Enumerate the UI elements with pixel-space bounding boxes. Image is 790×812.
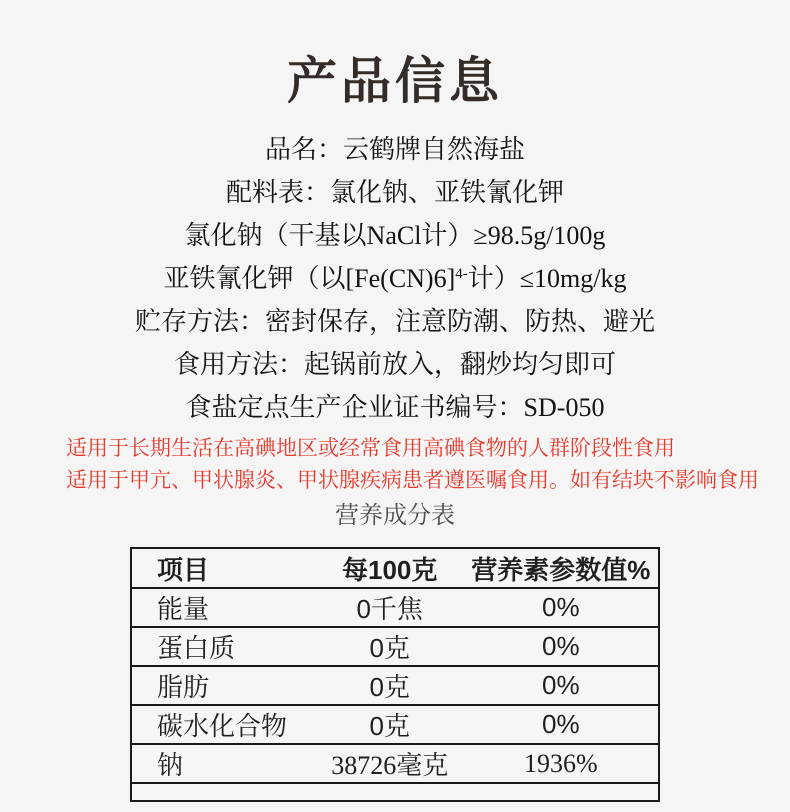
row-per100g-value: 38726毫克 bbox=[331, 751, 449, 780]
row-nrv-value: 0% bbox=[542, 631, 580, 661]
table-row-protein bbox=[131, 627, 659, 666]
iodine-notice-line-1: 适用于长期生活在高碘地区或经常食用高碘食物的人群阶段性食用 bbox=[66, 436, 675, 460]
storage-method-line: 贮存方法：密封保存，注意防潮、防热、避光 bbox=[134, 307, 655, 336]
row-label: 蛋白质 bbox=[157, 633, 236, 663]
nutrition-header-row bbox=[131, 548, 659, 588]
nacl-spec-line: 氯化钠（干基以NaCl计）≥98.5g/100g bbox=[184, 221, 606, 250]
row-label: 能量 bbox=[157, 594, 210, 624]
row-label: 碳水化合物 bbox=[157, 711, 288, 741]
row-label: 脂肪 bbox=[157, 672, 210, 702]
page-title: 产品信息 bbox=[287, 53, 503, 109]
column-header-item: 项目 bbox=[157, 554, 210, 585]
certificate-number-line: 食盐定点生产企业证书编号：SD-050 bbox=[185, 393, 605, 422]
row-per100g-value: 0克 bbox=[369, 711, 410, 741]
product-info-page bbox=[0, 50, 790, 812]
table-row-sodium bbox=[131, 744, 659, 783]
row-per100g-value: 0克 bbox=[369, 672, 410, 702]
row-nrv-value: 1936% bbox=[523, 748, 598, 778]
product-name-line: 品名：云鹤牌自然海盐 bbox=[264, 135, 525, 164]
iodine-notice-block bbox=[0, 432, 790, 496]
ferrocyanide-superscript: 4- bbox=[455, 266, 468, 282]
table-row-energy bbox=[131, 588, 659, 627]
table-row-clipped bbox=[131, 783, 659, 801]
column-header-per-100g: 每100克 bbox=[342, 554, 438, 585]
ferrocyanide-spec-line bbox=[0, 257, 790, 300]
table-row-fat bbox=[131, 666, 659, 705]
row-label: 钠 bbox=[157, 750, 184, 780]
row-nrv-value: 0% bbox=[542, 592, 580, 622]
table-row-carbohydrate bbox=[131, 705, 659, 744]
ferrocyanide-suffix: 计）≤10mg/kg bbox=[467, 264, 627, 293]
row-nrv-value: 0% bbox=[542, 670, 580, 700]
nutrition-table-title: 营养成分表 bbox=[335, 502, 455, 529]
ingredients-line: 配料表：氯化钠、亚铁氰化钾 bbox=[225, 178, 564, 207]
column-header-nrv-percent: 营养素参数值% bbox=[471, 554, 651, 585]
nutrition-table bbox=[130, 547, 660, 802]
ferrocyanide-prefix: 亚铁氰化钾（以[Fe(CN)6] bbox=[163, 264, 456, 293]
row-per100g-value: 0千焦 bbox=[356, 594, 423, 624]
usage-method-line: 食用方法：起锅前放入，翻炒均匀即可 bbox=[173, 350, 616, 379]
row-per100g-value: 0克 bbox=[369, 633, 410, 663]
iodine-notice-line-2: 适用于甲亢、甲状腺炎、甲状腺疾病患者遵医嘱食用。如有结块不影响食用 bbox=[66, 468, 759, 492]
product-info-block bbox=[0, 128, 790, 429]
row-nrv-value: 0% bbox=[542, 709, 580, 739]
